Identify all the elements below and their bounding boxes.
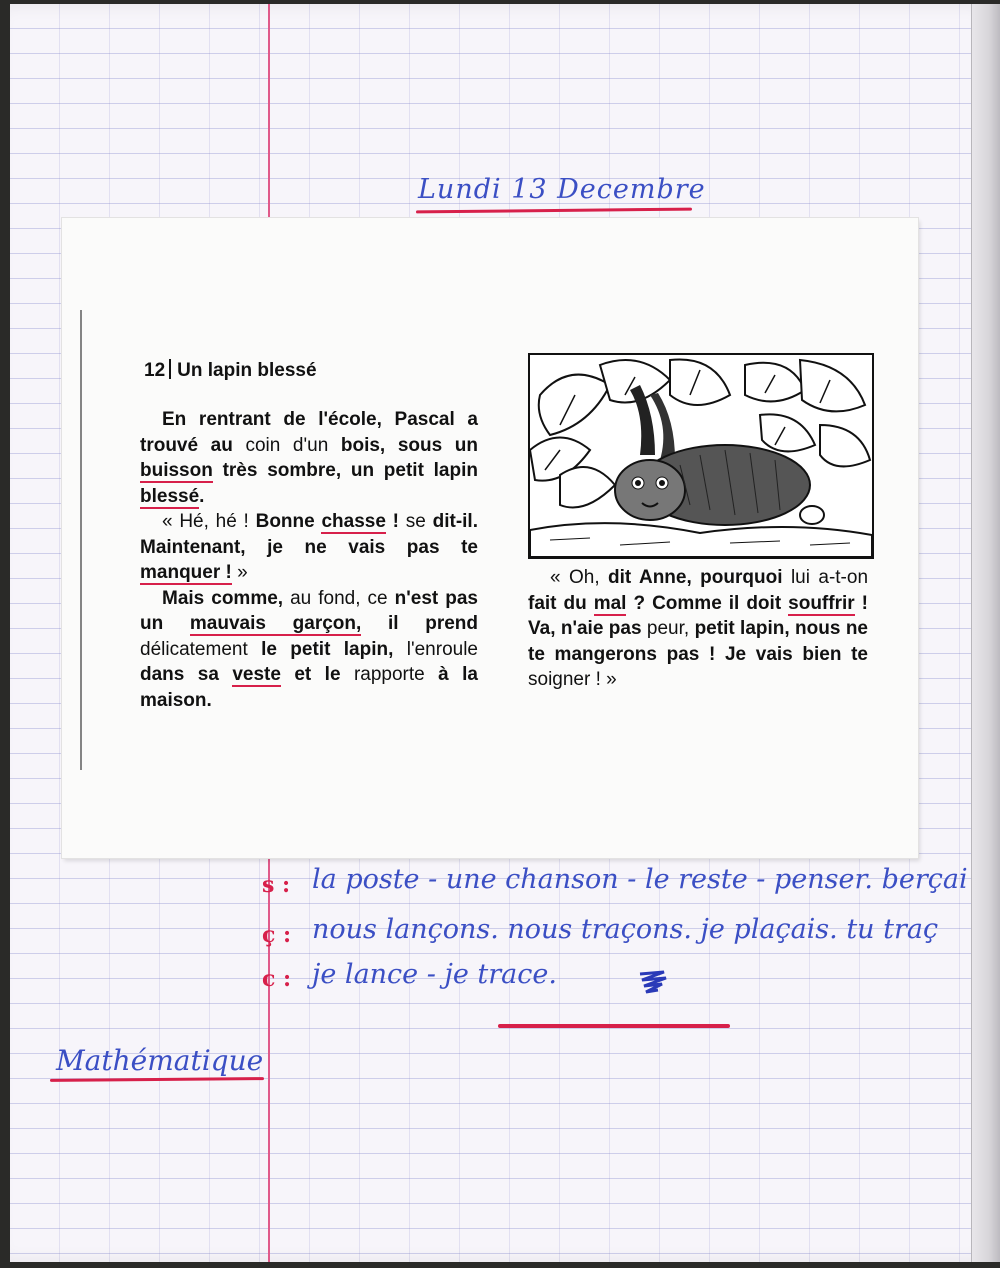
text-segment: . [199, 485, 205, 507]
text-segment: rapporte [353, 664, 439, 685]
underlined-word: chasse [321, 511, 386, 532]
text-segment: très sombre, un petit lapin [212, 460, 478, 481]
text-segment: fait du [528, 592, 594, 614]
text-segment: petit lapin, nous ne te mangerons pas ! Je vais bien te [528, 618, 868, 665]
underlined-word: mauvais garçon, [189, 613, 362, 634]
exercise-letter-cedilla: ç : [262, 922, 292, 948]
exercise-letter-c: c : [262, 966, 292, 992]
ink-scribble [636, 966, 670, 996]
text-segment: à la maison. [140, 664, 478, 711]
text-segment: et le [280, 664, 354, 685]
text-segment: ? Comme il doit [626, 592, 789, 614]
handwritten-date: Lundi 13 Decembre [418, 174, 706, 205]
text-segment: il prend [361, 613, 478, 634]
exercise-letter-s: s : [262, 872, 291, 898]
text-segment: le petit lapin, [261, 638, 407, 660]
text-segment: peur, [646, 618, 695, 639]
underlined-word: buisson [140, 460, 213, 481]
notebook-page [10, 4, 1000, 1262]
text-segment: dit Anne, pourquoi [608, 567, 791, 588]
underlined-word: manquer ! [140, 562, 232, 583]
text-segment: au [290, 587, 319, 609]
text-segment: bois, sous un [340, 434, 478, 456]
text-segment: En rentrant de l'école, [162, 409, 395, 430]
exercise-line-c: je lance - je trace. [312, 959, 557, 990]
lesson-number: 12 [144, 360, 166, 381]
underlined-word: souffrir [788, 592, 855, 614]
exercise-line-s: la poste - une chanson - le reste - penser. berçai [312, 864, 968, 895]
text-segment: Bonne [255, 511, 322, 532]
text-segment: « Hé, hé ! [162, 511, 256, 532]
underlined-word: blessé [140, 485, 200, 507]
underlined-word: veste [232, 664, 281, 685]
text-segment: se [405, 511, 433, 532]
text-segment: l'enroule [406, 638, 478, 660]
text-segment: coin d'un [245, 434, 341, 456]
text-segment: ! [385, 511, 406, 532]
text-segment: soigner ! » [528, 669, 617, 690]
text-segment: « Oh, [550, 567, 609, 588]
text-segment: fond, ce [318, 587, 395, 609]
lesson-title-text: Un lapin blessé [177, 360, 317, 381]
text-segment: ! Va, n'aie pas [528, 592, 868, 639]
text-segment: lui a-t-on [790, 567, 869, 588]
text-segment: délicatement [140, 638, 262, 660]
text-segment: Mais comme, [162, 587, 291, 609]
text-segment: Pascal a trouvé au [140, 409, 478, 456]
text-segment: » [231, 562, 248, 583]
subject-heading: Mathématique [56, 1044, 264, 1077]
text-segment: n'est pas un [140, 587, 478, 634]
text-segment: dit-il. Maintenant, je ne vais pas te [140, 511, 478, 558]
text-segment: dans sa [140, 664, 233, 685]
exercise-line-cedilla: nous lançons. nous traçons. je plaçais. tu traç [312, 914, 939, 945]
underlined-word: mal [593, 592, 627, 614]
section-end-rule [498, 1024, 730, 1028]
